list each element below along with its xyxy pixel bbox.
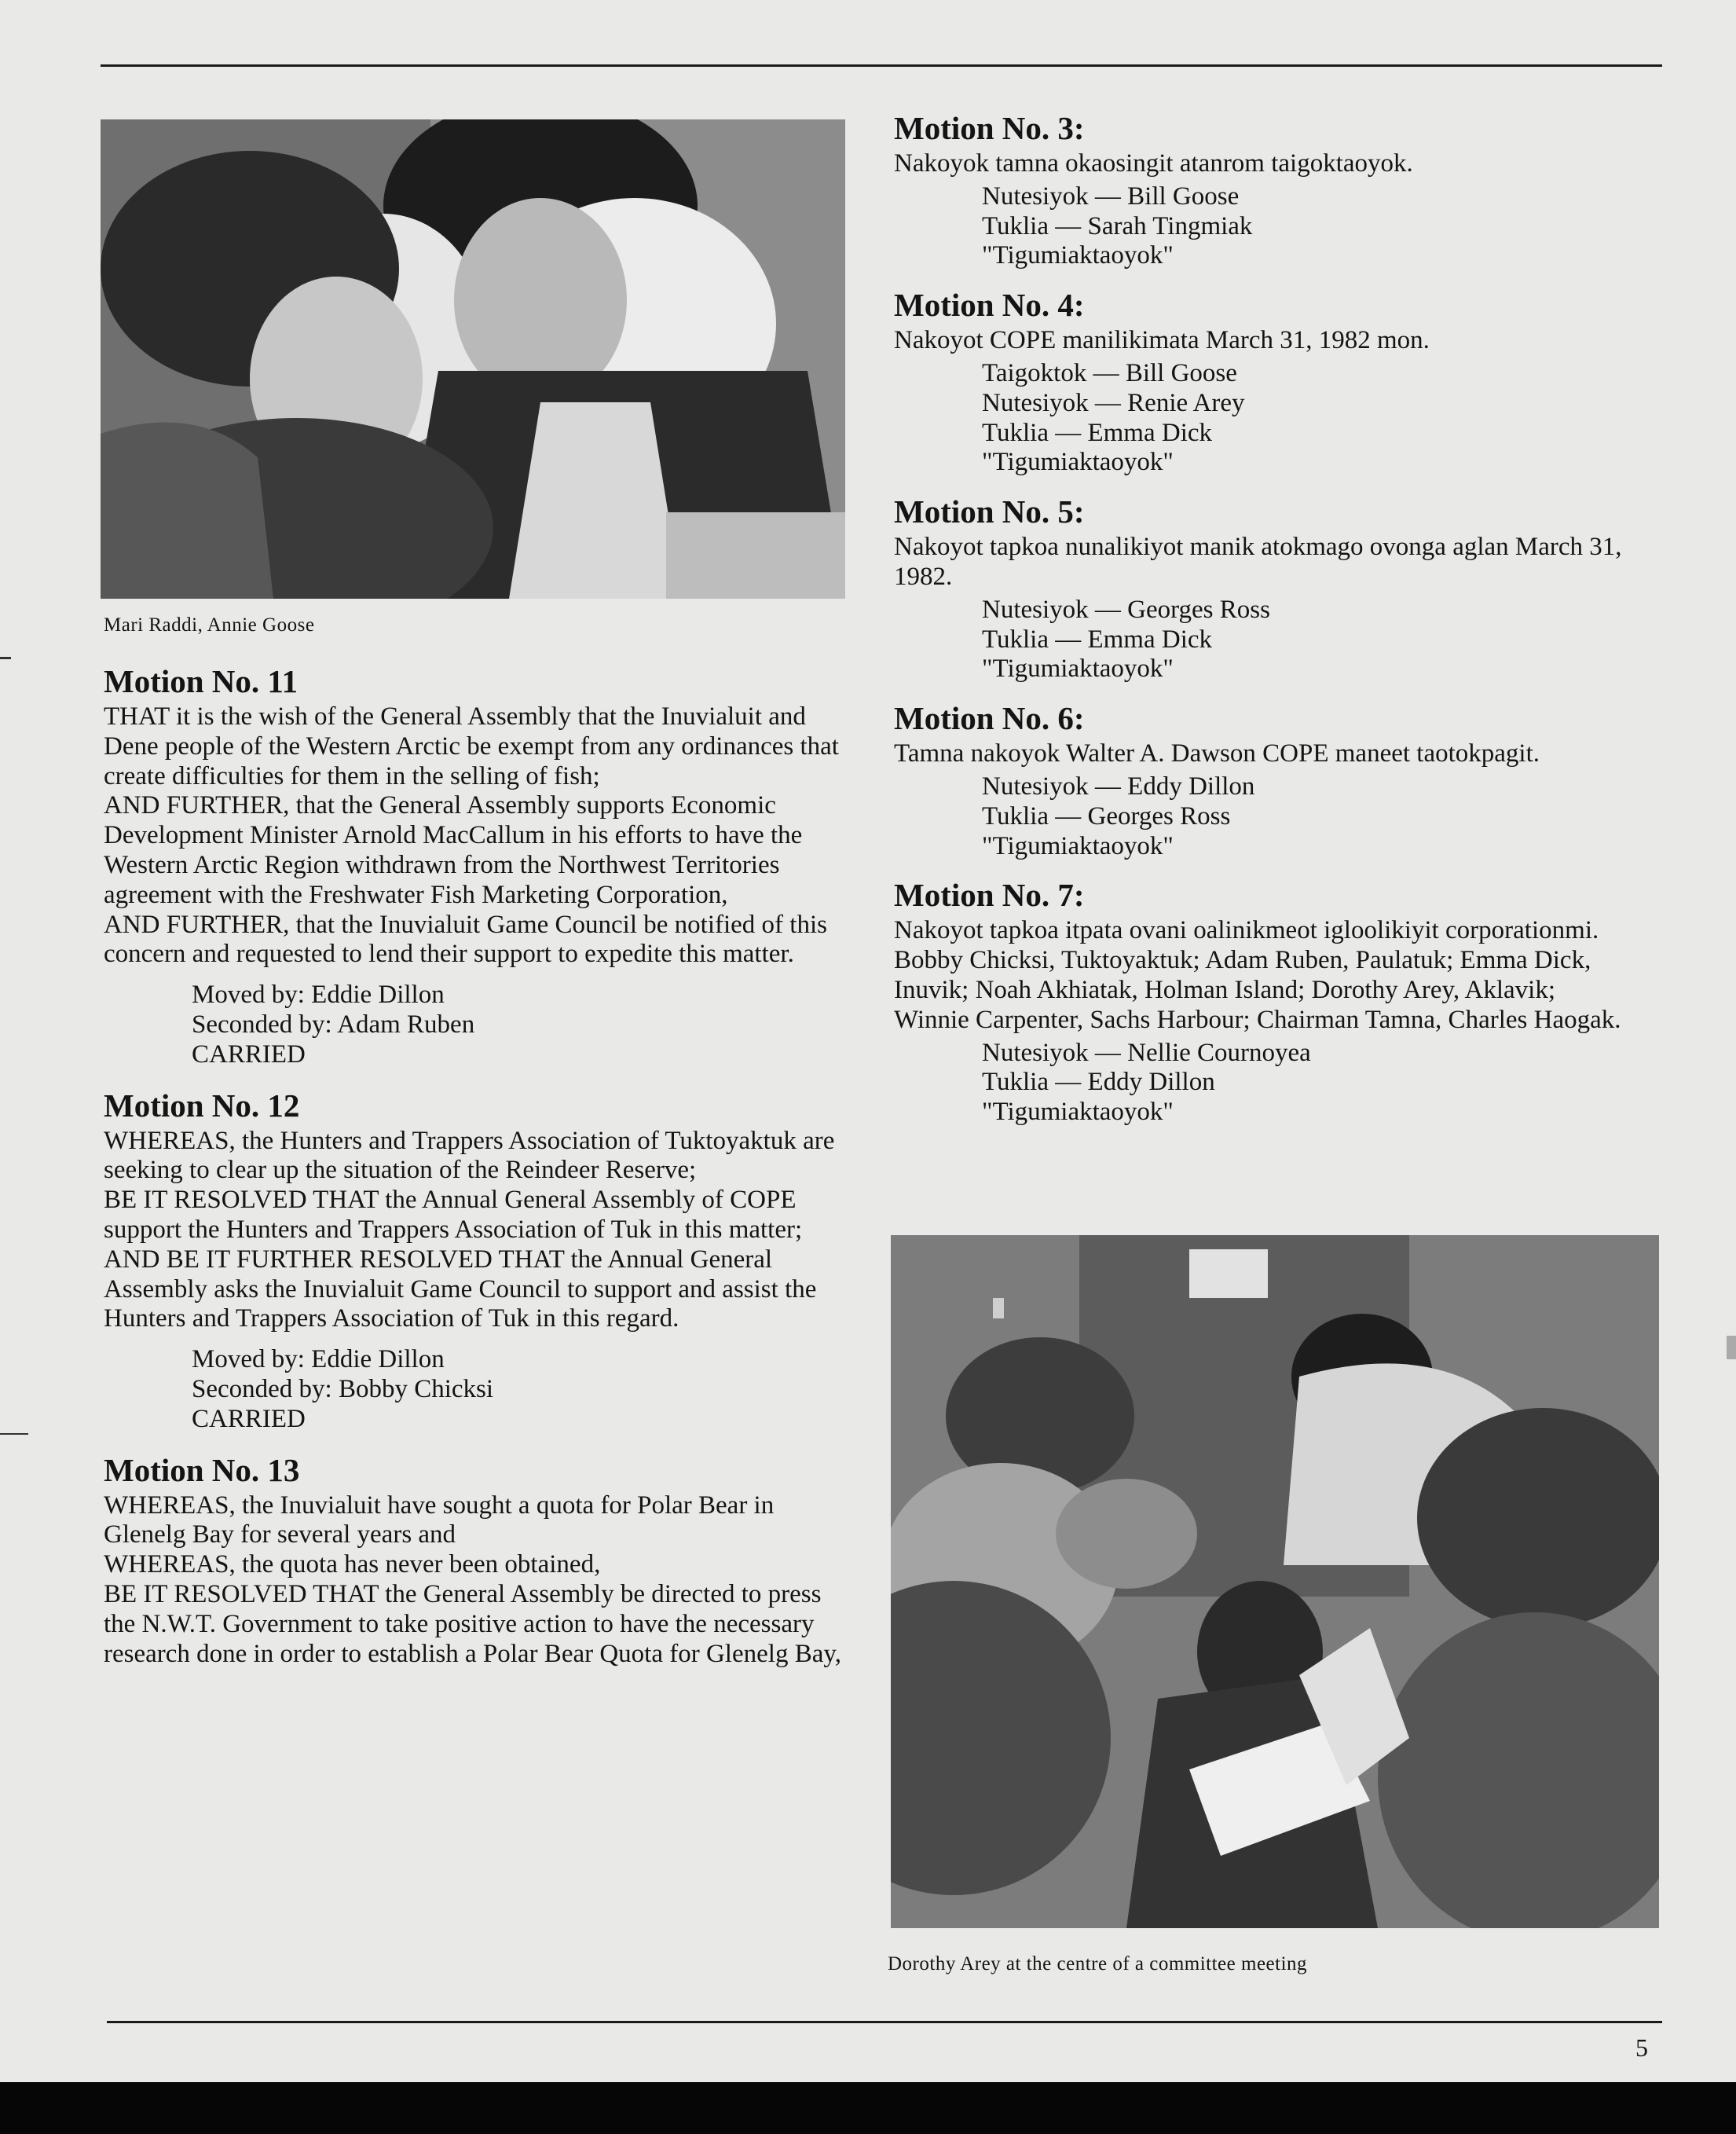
margin-mark — [0, 1433, 28, 1435]
motion-11 — [104, 663, 852, 1070]
motion-heading: Motion No. 12 — [104, 1087, 300, 1124]
signature-line: Tuklia — Georges Ross — [982, 801, 1231, 830]
motion-heading: Motion No. 6: — [894, 700, 1085, 737]
motion-heading: Motion No. 3: — [894, 110, 1085, 146]
seconded-by: Seconded by: Bobby Chicksi — [192, 1374, 494, 1403]
moved-by: Moved by: Eddie Dillon — [192, 1345, 445, 1374]
motion-heading: Motion No. 13 — [104, 1451, 300, 1488]
scan-edge — [0, 2082, 1736, 2134]
margin-mark — [1727, 1336, 1736, 1359]
motion-signatures — [894, 772, 1632, 861]
motion-signatures — [104, 1345, 852, 1434]
motion-result: CARRIED — [192, 1404, 306, 1433]
motion-heading: Motion No. 4: — [894, 287, 1085, 324]
signature-line: Tuklia — Emma Dick — [982, 625, 1213, 654]
signature-line: Taigoktok — Bill Goose — [982, 358, 1237, 387]
motion-heading: Motion No. 5: — [894, 493, 1085, 530]
signature-line: "Tigumiaktaoyok" — [982, 241, 1174, 270]
motion-signatures — [894, 1039, 1632, 1128]
motion-signatures — [894, 182, 1632, 271]
moved-by: Moved by: Eddie Dillon — [192, 981, 445, 1010]
seconded-by: Seconded by: Adam Ruben — [192, 1010, 475, 1039]
motion-signatures — [894, 596, 1632, 684]
motion-heading: Motion No. 7: — [894, 877, 1085, 914]
motion-paragraph: BE IT RESOLVED THAT the Annual General Assembly of COPE support the Hunters and Trappers Association of Tuk in this matter; — [104, 1186, 803, 1244]
signature-line: Nutesiyok — Renie Arey — [982, 388, 1245, 417]
photo-committee-meeting — [891, 1235, 1659, 1928]
signature-line: "Tigumiaktaoyok" — [982, 654, 1174, 684]
motion-text: Nakoyot tapkoa nunalikiyot manik atokmago ovonga aglan March 31, 1982. — [894, 533, 1622, 591]
motion-paragraph: AND FURTHER, that the General Assembly supports Economic Development Minister Arnold MacCallum in his efforts to have the Western Arctic Region withdrawn from the Northwest Territories agreement with the Freshwater Fish Marketing Corporation, — [104, 791, 803, 909]
motion-5 — [894, 493, 1632, 684]
signature-line: "Tigumiaktaoyok" — [982, 448, 1174, 477]
signature-line: Tuklia — Sarah Tingmiak — [982, 211, 1253, 240]
photo-mari-raddi-annie-goose — [101, 119, 845, 599]
page-number: 5 — [1635, 2033, 1648, 2062]
signature-line: Nutesiyok — Nellie Cournoyea — [982, 1038, 1311, 1067]
signature-line: "Tigumiaktaoyok" — [982, 1098, 1174, 1127]
motion-3 — [894, 110, 1632, 271]
motion-paragraph: WHEREAS, the Inuvialuit have sought a quota for Polar Bear in Glenelg Bay for several years and — [104, 1490, 775, 1549]
motion-paragraph: WHEREAS, the Hunters and Trappers Association of Tuktoyaktuk are seeking to clear up the situation of the Reindeer Reserve; — [104, 1126, 835, 1185]
top-rule — [101, 64, 1662, 67]
motion-6 — [894, 700, 1632, 861]
motion-paragraph: BE IT RESOLVED THAT the General Assembly be directed to press the N.W.T. Government to take positive action to have the necessary research done in order to establish a Polar Bear Quota for Glenelg Bay, — [104, 1579, 841, 1668]
signature-line: "Tigumiaktaoyok" — [982, 831, 1174, 860]
signature-line: Nutesiyok — Georges Ross — [982, 595, 1270, 624]
motion-text: Nakoyok tamna okaosingit atanrom taigoktaoyok. — [894, 149, 1413, 178]
signature-line: Tuklia — Emma Dick — [982, 418, 1213, 447]
signature-line: Tuklia — Eddy Dillon — [982, 1068, 1215, 1097]
motion-text: Nakoyot COPE manilikimata March 31, 1982 mon. — [894, 326, 1430, 355]
motion-7 — [894, 877, 1632, 1128]
motion-result: CARRIED — [192, 1040, 306, 1069]
signature-line: Nutesiyok — Bill Goose — [982, 182, 1240, 211]
motion-13 — [104, 1452, 852, 1670]
right-column — [894, 110, 1632, 1143]
motion-paragraph: THAT it is the wish of the General Assembly that the Inuvialuit and Dene people of the Western Arctic be exempt from any ordinances that create difficulties for them in the selling of fish; — [104, 702, 839, 790]
motion-signatures — [104, 981, 852, 1069]
motion-4 — [894, 287, 1632, 478]
bottom-rule — [107, 2021, 1662, 2023]
motion-signatures — [894, 359, 1632, 478]
motion-text: Tamna nakoyok Walter A. Dawson COPE maneet taotokpagit. — [894, 739, 1540, 768]
margin-mark — [0, 657, 11, 659]
motion-heading: Motion No. 11 — [104, 663, 298, 699]
left-column — [104, 663, 852, 1686]
motion-12 — [104, 1087, 852, 1435]
motion-paragraph: WHEREAS, the quota has never been obtained, — [104, 1550, 601, 1579]
photo-caption: Dorothy Arey at the centre of a committee meeting — [888, 1953, 1308, 1974]
motion-paragraph: AND BE IT FURTHER RESOLVED THAT the Annual General Assembly asks the Inuvialuit Game Council to support and assist the Hunters and Trappers Association of Tuk in this regard. — [104, 1245, 817, 1333]
photo-caption: Mari Raddi, Annie Goose — [104, 614, 315, 636]
signature-line: Nutesiyok — Eddy Dillon — [982, 772, 1255, 801]
motion-paragraph: AND FURTHER, that the Inuvialuit Game Council be notified of this concern and requested to lend their support to expedite this matter. — [104, 910, 827, 969]
motion-text: Nakoyot tapkoa itpata ovani oalinikmeot igloolikiyit corporationmi. Bobby Chicksi, Tuktoyaktuk; Adam Ruben, Paulatuk; Emma Dick, Inuvik; Noah Akhiatak, Holman Island; Dorothy Arey, Aklavik; Winnie Carpenter, Sachs Harbour; Chairman Tamna, Charles Haogak. — [894, 916, 1621, 1034]
